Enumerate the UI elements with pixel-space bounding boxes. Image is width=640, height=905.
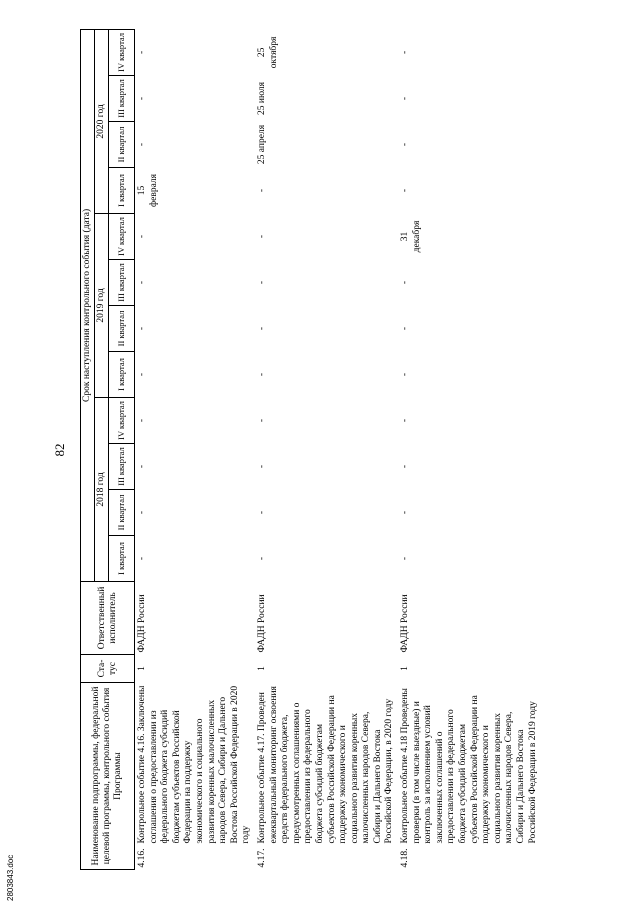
row-quarter-value: -	[256, 464, 267, 469]
row-quarter-value: -	[137, 418, 147, 423]
row-quarter-value: -	[137, 464, 147, 469]
row-quarter-value: 25 октября	[256, 36, 279, 69]
row-quarter-value: 31 декабря	[400, 220, 422, 253]
row-number: 4.16.	[137, 848, 147, 868]
row-quarter-value: -	[400, 464, 411, 469]
header-quarter: IV квартал	[109, 213, 135, 259]
header-responsible: Ответственный исполнитель	[81, 581, 135, 654]
row-quarter-value: -	[137, 142, 147, 147]
row-status: 1	[400, 666, 411, 671]
row-quarter-value: -	[137, 234, 147, 239]
row-quarter-value: -	[256, 326, 267, 331]
row-quarter-value: -	[400, 556, 411, 561]
header-quarter: IV квартал	[109, 29, 135, 75]
row-quarter-value: -	[256, 280, 267, 285]
row-quarter-value: -	[256, 418, 267, 423]
row-quarter-value: -	[400, 418, 411, 423]
row-quarter-value: -	[137, 96, 147, 101]
row-quarter-value: -	[256, 556, 267, 561]
row-quarter-value: -	[400, 142, 411, 147]
header-name: Наименование подпрограммы, федеральной целевой программы, контрольного события Программы	[81, 682, 135, 869]
row-quarter-value: 25 июля	[256, 82, 267, 115]
header-quarter: III квартал	[109, 443, 135, 489]
page-number: 82	[52, 443, 67, 457]
header-quarter: II квартал	[109, 305, 135, 351]
header-status: Ста-тус	[81, 654, 135, 682]
header-deadline: Срок наступления контрольного события (дата)	[81, 29, 95, 581]
header-quarter: IV квартал	[109, 397, 135, 443]
header-quarter: I квартал	[109, 167, 135, 213]
table-row	[135, 29, 255, 869]
row-number: 4.17.	[256, 848, 267, 868]
header-quarter: I квартал	[109, 351, 135, 397]
row-quarter-value: 25 апреля	[256, 124, 267, 165]
row-quarter-value: -	[137, 280, 147, 285]
row-quarter-value: -	[137, 372, 147, 377]
row-quarter-value: -	[400, 188, 411, 193]
row-status: 1	[256, 666, 267, 671]
table-row	[398, 29, 541, 869]
document-reference: 2803843.doc	[6, 854, 15, 901]
row-quarter-value: -	[400, 96, 411, 101]
header-quarter: II квартал	[109, 121, 135, 167]
header-quarter: II квартал	[109, 489, 135, 535]
header-quarter: I квартал	[109, 535, 135, 581]
row-quarter-value: -	[400, 50, 411, 54]
rotated-page	[52, 30, 610, 870]
row-quarter-value: 15 февраля	[137, 173, 159, 207]
row-quarter-value: -	[256, 372, 267, 377]
row-responsible: ФАДН России	[137, 594, 147, 653]
header-year-2019: 2019 год	[95, 213, 109, 397]
row-quarter-value: -	[137, 510, 147, 515]
row-status: 1	[137, 666, 147, 671]
row-quarter-value: -	[137, 50, 147, 54]
row-quarter-value: -	[256, 234, 267, 239]
row-quarter-value: -	[256, 510, 267, 515]
row-quarter-value: -	[400, 280, 411, 285]
row-quarter-value: -	[400, 326, 411, 331]
row-event-name: Контрольное событие 4.18 Проведены проверки (в том числе выездные) и контроль за исполнением условий заключенных соглашений о предоставлении из федерального бюджета субсидий бюджетам субъектов Российской Федерации на поддержку экономического и социального развития коренных малочисленных народов Севера, Сибири и Дальнего Востока Российской Федерации в 2019 году	[400, 688, 538, 844]
row-quarter-value: -	[137, 326, 147, 331]
row-responsible: ФАДН России	[400, 594, 411, 653]
control-events-table	[80, 29, 541, 870]
row-quarter-value: -	[400, 510, 411, 515]
header-quarter: III квартал	[109, 75, 135, 121]
table-row	[255, 29, 398, 869]
header-year-2020: 2020 год	[95, 29, 109, 213]
row-quarter-value: -	[137, 556, 147, 561]
header-year-2018: 2018 год	[95, 397, 109, 581]
row-event-name: Контрольное событие 4.17. Проведен ежеквартальный мониторинг освоения средств федерального бюджета, предусмотренных соглашениями о предоставлении из федерального бюджета субсидий бюджетам субъектов Российской Федерации на поддержку экономического и социального развития коренных малочисленных народов Севера, Сибири и Дальнего Востока Российской Федерации, в 2020 году	[256, 686, 395, 844]
row-responsible: ФАДН России	[256, 594, 267, 653]
row-number: 4.18.	[400, 848, 411, 868]
row-quarter-value: -	[256, 188, 267, 193]
header-quarter: III квартал	[109, 259, 135, 305]
row-quarter-value: -	[400, 372, 411, 377]
row-event-name: Контрольное событие 4.16. Заключены соглашения о предоставлении из федерального бюджета субсидий бюджетам субъектов Российской Федерации на поддержку экономического и социального развития коренных малочисленных народов Севера, Сибири и Дальнего Востока Российской Федерации в 2020 году	[137, 685, 252, 844]
